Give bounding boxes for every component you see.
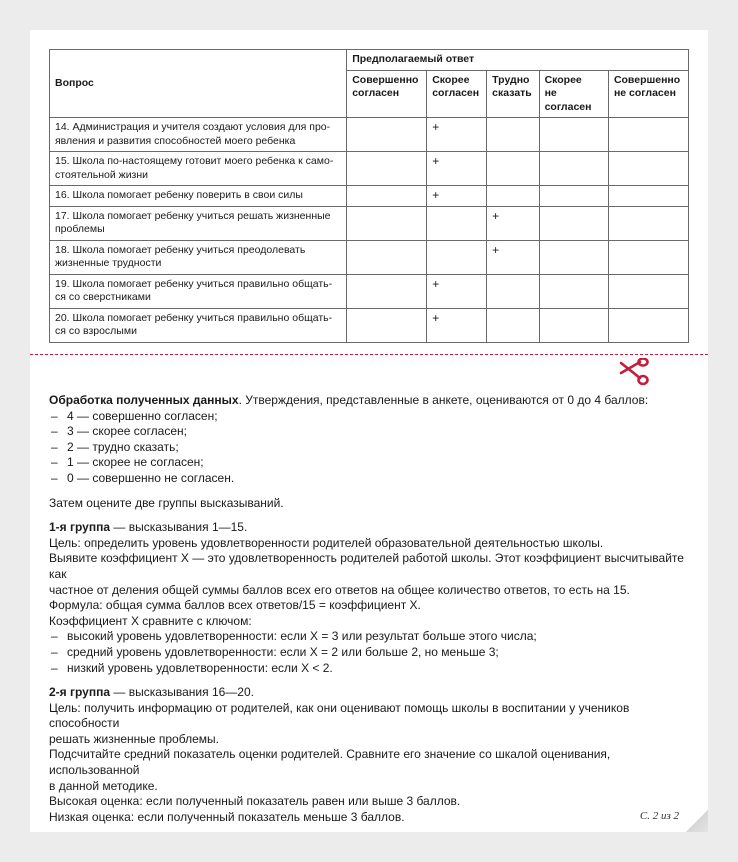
processing-section — [49, 393, 694, 825]
group2-line: в данной методике. — [49, 778, 158, 793]
answer-cell — [347, 118, 427, 152]
answer-cell — [608, 274, 688, 308]
table-row — [50, 118, 689, 152]
scissors-icon — [618, 358, 650, 388]
question-cell — [50, 274, 347, 308]
score-text: 3 — скорее согласен; — [67, 424, 187, 439]
answer-cell — [487, 274, 539, 308]
processing-intro — [49, 393, 694, 409]
document-page — [30, 30, 708, 832]
header-answer-3-line1: Трудно — [492, 73, 530, 86]
group1-line: Цель: определить уровень удовлетворенности родителей образовательной деятельностью школы. — [49, 535, 604, 550]
answer-cell — [539, 308, 608, 342]
processing-title: Обработка полученных данных — [49, 393, 239, 407]
question-cell — [50, 186, 347, 207]
table-row — [50, 152, 689, 186]
processing-intro-text: . Утверждения, представленные в анкете, оцениваются от 0 до 4 баллов: — [238, 393, 649, 407]
survey-table — [49, 49, 689, 343]
answer-cell — [539, 152, 608, 186]
question-text: 18. Школа помогает ребенку учиться преодолевать — [55, 243, 306, 256]
header-answer-5-line2: не согласен — [613, 87, 676, 99]
table-row — [50, 206, 689, 240]
header-answer-2 — [427, 70, 487, 118]
group1-line: частное от деления общей суммы баллов всех его ответов на общее количество ответов, то есть на 15. — [49, 582, 630, 597]
group1-line: Формула: общая сумма баллов всех ответов/15 = коэффициент Х. — [49, 598, 421, 613]
group2-line: Цель: получить информацию от родителей, как они оценивают помощь школы в воспитании у учеников способности — [49, 700, 630, 731]
answer-cell — [539, 186, 608, 207]
answer-cell — [347, 308, 427, 342]
score-item: – 0 — совершенно не согласен. — [51, 470, 235, 485]
group2-line: Высокая оценка: если полученный показатель равен или выше 3 баллов. — [49, 794, 461, 809]
table-row — [50, 186, 689, 207]
answer-cell — [427, 240, 487, 274]
answer-cell: + — [487, 206, 539, 240]
header-question: Вопрос — [50, 50, 347, 118]
score-item: – 4 — совершенно согласен; — [51, 408, 218, 423]
answer-cell: + — [427, 274, 487, 308]
score-text: 2 — трудно сказать; — [67, 439, 179, 454]
answer-cell — [608, 118, 688, 152]
group2-title-rest: — высказывания 16—20. — [110, 685, 254, 700]
answer-cell — [487, 152, 539, 186]
answer-cell — [608, 206, 688, 240]
question-text: 20. Школа помогает ребенку учиться правильно общать- — [55, 311, 333, 324]
answer-cell — [539, 274, 608, 308]
answer-cell — [487, 308, 539, 342]
header-expected-answer: Предполагаемый ответ — [347, 50, 689, 71]
answer-cell — [487, 118, 539, 152]
header-answer-4 — [539, 70, 608, 118]
cut-line — [30, 354, 708, 355]
table-row — [50, 240, 689, 274]
header-answer-1 — [347, 70, 427, 118]
score-item: – 1 — скорее не согласен; — [51, 455, 204, 470]
question-text: 17. Школа помогает ребенку учиться решать жизненные — [55, 209, 331, 222]
group2-line: Подсчитайте средний показатель оценки родителей. Сравните его значение со шкалой оценивания, использованной — [49, 747, 611, 778]
group1-title: 1-я группа — [49, 520, 111, 535]
score-item: – 3 — скорее согласен; — [51, 424, 187, 439]
answer-cell — [539, 118, 608, 152]
level-text: низкий уровень удовлетворенности: если Х < 2. — [67, 660, 333, 675]
question-text: 15. Школа по-настоящему готовит моего ребенка к само- — [55, 155, 334, 167]
score-text: 0 — совершенно не согласен. — [67, 470, 235, 485]
header-answer-1-line2: согласен — [352, 87, 400, 99]
question-cell — [50, 206, 347, 240]
answer-cell — [539, 206, 608, 240]
group1-line: Выявите коэффициент Х — это удовлетворенность родителей работой школы. Этот коэффициент высчитывайте как — [49, 551, 684, 581]
answer-cell: + — [427, 118, 487, 152]
level-item: – средний уровень удовлетворенности: если Х = 2 или больше 2, но меньше 3; — [51, 644, 499, 659]
score-text: 1 — скорее не согласен; — [67, 455, 204, 470]
answer-cell: + — [427, 308, 487, 342]
level-text: высокий уровень удовлетворенности: если Х = 3 или результат больше этого числа; — [67, 629, 537, 644]
question-cell — [50, 118, 347, 152]
table-header-row — [50, 50, 689, 71]
level-text: средний уровень удовлетворенности: если Х = 2 или больше 2, но меньше 3; — [67, 644, 499, 659]
group2-line: решать жизненные проблемы. — [49, 731, 219, 746]
question-cell — [50, 152, 347, 186]
page-number: С. 2 из 2 — [639, 810, 679, 822]
group2-line: Низкая оценка: если полученный показатель меньше 3 баллов. — [49, 809, 405, 824]
answer-cell — [608, 240, 688, 274]
answer-cell: + — [487, 240, 539, 274]
level-item: – высокий уровень удовлетворенности: если Х = 3 или результат больше этого числа; — [51, 629, 537, 644]
header-answer-3-line2: сказать — [492, 87, 532, 99]
header-answer-3 — [487, 70, 539, 118]
header-answer-5-line1: Совершенно — [613, 73, 681, 86]
header-answer-4-line2: не согласен — [544, 87, 592, 113]
score-text: 4 — совершенно согласен; — [67, 408, 218, 423]
group1-line: Коэффициент Х сравните с ключом: — [49, 613, 252, 628]
question-cell — [50, 240, 347, 274]
page-corner-fold — [686, 810, 708, 832]
question-text: 16. Школа помогает ребенку поверить в свои силы — [55, 189, 303, 201]
then-text: Затем оцените две группы высказываний. — [49, 495, 284, 510]
group1-heading — [49, 520, 694, 536]
answer-cell — [347, 206, 427, 240]
group2-heading — [49, 685, 694, 701]
answer-cell — [487, 186, 539, 207]
group1-title-rest: — высказывания 1—15. — [110, 520, 248, 535]
question-text: ся со взрослыми — [55, 325, 137, 337]
level-item: – низкий уровень удовлетворенности: если Х < 2. — [51, 660, 333, 675]
answer-cell — [347, 240, 427, 274]
header-answer-2-line1: Скорее — [432, 73, 470, 86]
question-cell — [50, 308, 347, 342]
header-answer-5 — [608, 70, 688, 118]
answer-cell — [427, 206, 487, 240]
answer-cell — [347, 152, 427, 186]
table-row — [50, 308, 689, 342]
question-text: проблемы — [55, 223, 105, 235]
question-text: явления и развития способностей моего ребенка — [55, 134, 296, 147]
question-text: стоятельной жизни — [55, 168, 149, 181]
table-row — [50, 274, 689, 308]
answer-cell — [608, 186, 688, 207]
answer-cell — [347, 186, 427, 207]
answer-cell — [608, 152, 688, 186]
answer-cell: + — [427, 152, 487, 186]
header-answer-1-line1: Совершенно — [352, 73, 419, 86]
answer-cell — [539, 240, 608, 274]
question-text: 14. Администрация и учителя создают условия для про- — [55, 121, 331, 133]
answer-cell: + — [427, 186, 487, 207]
group2-title: 2-я группа — [49, 685, 111, 700]
question-text: ся со сверстниками — [55, 291, 151, 303]
header-answer-2-line2: согласен — [432, 87, 480, 99]
score-item: – 2 — трудно сказать; — [51, 439, 179, 454]
question-text: жизненные трудности — [55, 257, 162, 269]
question-text: 19. Школа помогает ребенку учиться правильно общать- — [55, 277, 333, 290]
answer-cell — [347, 274, 427, 308]
header-answer-4-line1: Скорее — [544, 73, 582, 86]
answer-cell — [608, 308, 688, 342]
